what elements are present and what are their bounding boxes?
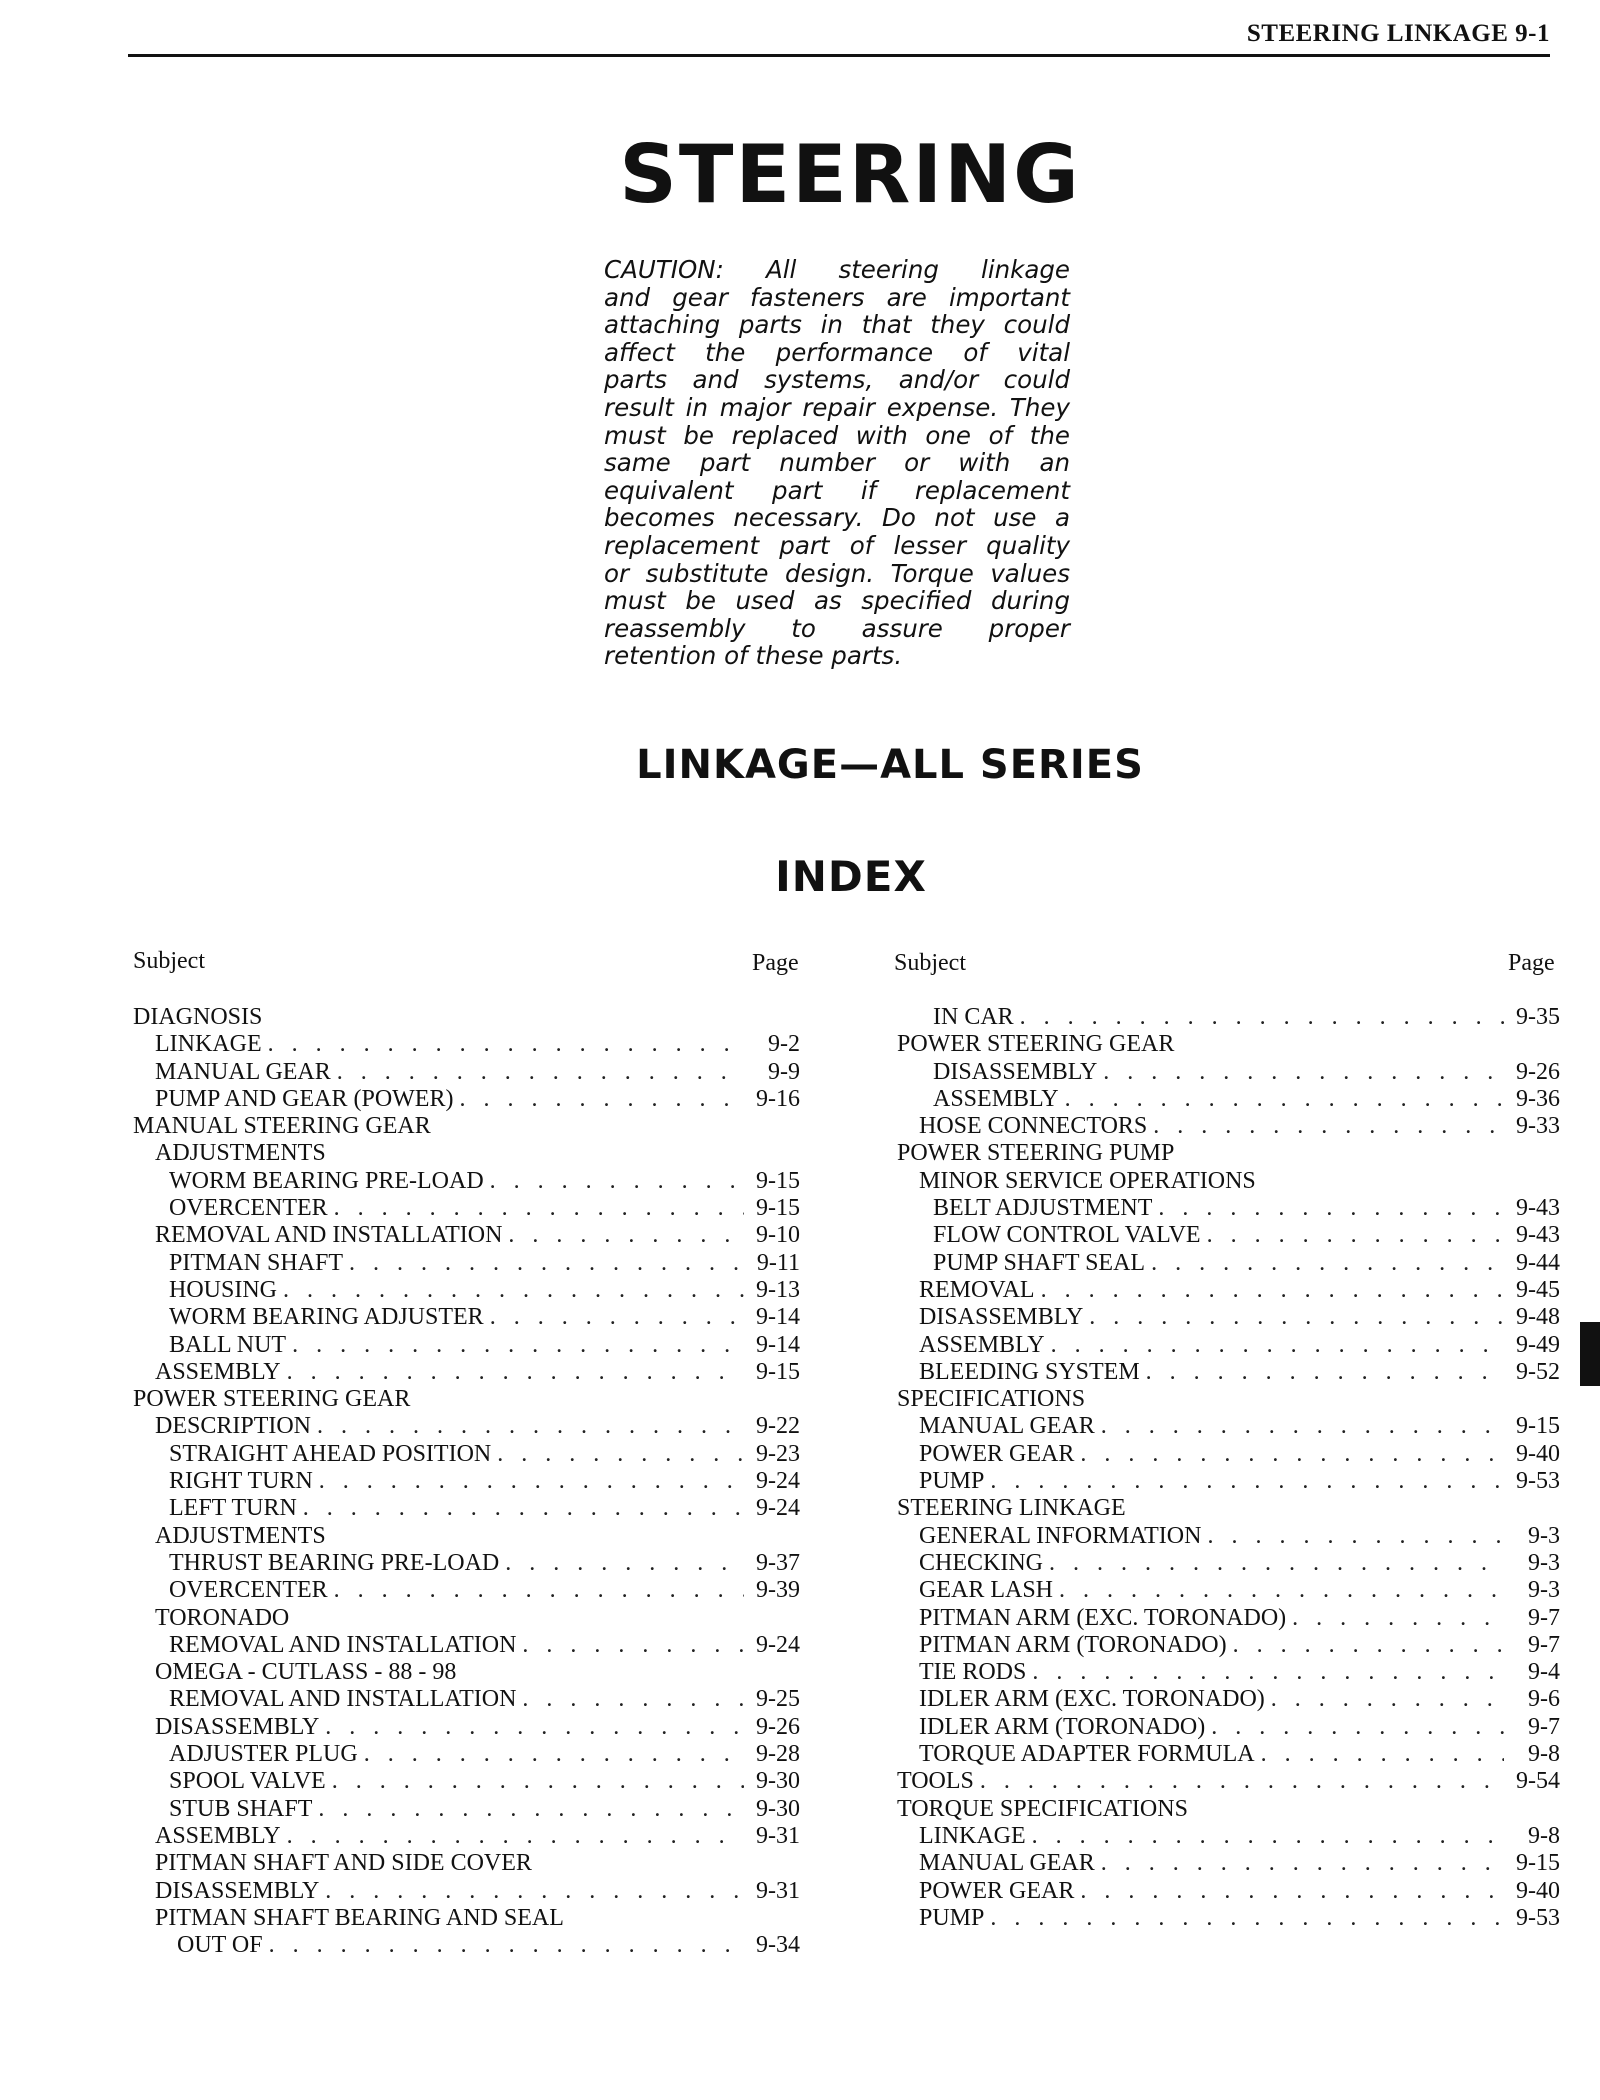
index-entry[interactable] xyxy=(897,1113,1560,1140)
index-entry-label: REMOVAL xyxy=(919,1276,1035,1303)
index-entry[interactable] xyxy=(133,1059,800,1086)
index-entry[interactable] xyxy=(897,1086,1560,1113)
dot-leader xyxy=(319,1878,744,1905)
caution-line: attaching parts in that they could xyxy=(604,310,1070,340)
index-entry[interactable] xyxy=(897,1605,1560,1632)
index-entry[interactable] xyxy=(133,1004,800,1031)
dot-leader xyxy=(1035,1277,1504,1304)
index-entry[interactable] xyxy=(133,1796,800,1823)
dot-leader xyxy=(484,1168,744,1195)
index-entry[interactable] xyxy=(133,1905,800,1932)
index-entry-label: PITMAN SHAFT AND SIDE COVER xyxy=(155,1850,532,1877)
index-entry[interactable] xyxy=(133,1332,800,1359)
index-entry-page: 9-8 xyxy=(1528,1741,1560,1768)
index-entry[interactable] xyxy=(897,1878,1560,1905)
index-entry-label: MANUAL GEAR xyxy=(155,1058,331,1085)
index-entry[interactable] xyxy=(133,1932,800,1959)
index-entry-label: STRAIGHT AHEAD POSITION xyxy=(169,1440,492,1467)
index-entry-page: 9-7 xyxy=(1528,1604,1560,1631)
index-right-column xyxy=(897,1004,1560,1932)
dot-leader xyxy=(1045,1332,1504,1359)
index-entry-label: POWER GEAR xyxy=(919,1440,1075,1467)
dot-leader xyxy=(328,1195,744,1222)
index-entry-label: PUMP SHAFT SEAL xyxy=(933,1249,1146,1276)
caution-line: becomes necessary. Do not use a xyxy=(604,503,1070,533)
dot-leader xyxy=(1083,1304,1504,1331)
index-entry-label: GEAR LASH xyxy=(919,1577,1054,1604)
index-entry-page: 9-23 xyxy=(756,1440,800,1467)
dot-leader xyxy=(502,1222,744,1249)
index-entry-page: 9-39 xyxy=(756,1577,800,1604)
index-entry-page: 9-10 xyxy=(756,1222,800,1249)
index-entry[interactable] xyxy=(133,1277,800,1304)
index-entry[interactable] xyxy=(897,1523,1560,1550)
index-entry-page: 9-24 xyxy=(756,1468,800,1495)
index-entry[interactable] xyxy=(897,1059,1560,1086)
index-entry-label: DESCRIPTION xyxy=(155,1413,312,1440)
dot-leader xyxy=(484,1304,744,1331)
dot-leader xyxy=(1147,1113,1504,1140)
caution-line: same part number or with an xyxy=(604,448,1070,478)
index-entry[interactable] xyxy=(897,1741,1560,1768)
index-entry[interactable] xyxy=(133,1686,800,1713)
dot-leader xyxy=(311,1413,744,1440)
index-entry-label: PITMAN ARM (EXC. TORONADO) xyxy=(919,1604,1287,1631)
index-entry-page: 9-35 xyxy=(1516,1004,1560,1030)
right-subject-header: Subject xyxy=(894,950,966,976)
index-entry[interactable] xyxy=(897,1468,1560,1495)
index-entry[interactable] xyxy=(897,1168,1560,1195)
index-entry-label: SPECIFICATIONS xyxy=(897,1386,1086,1413)
dot-leader xyxy=(1201,1222,1504,1249)
dot-leader xyxy=(343,1250,744,1277)
index-entry-page: 9-54 xyxy=(1516,1768,1560,1795)
index-entry-label: SPOOL VALVE xyxy=(169,1768,326,1795)
dot-leader xyxy=(1059,1086,1504,1113)
index-entry-page: 9-8 xyxy=(1528,1822,1560,1849)
dot-leader xyxy=(358,1741,744,1768)
index-entry-page: 9-33 xyxy=(1516,1113,1560,1140)
index-entry-label: POWER STEERING GEAR xyxy=(133,1386,411,1413)
index-entry-page: 9-30 xyxy=(756,1795,800,1822)
caution-line: replacement part of lesser quality xyxy=(604,530,1070,560)
index-entry-page: 9-7 xyxy=(1528,1631,1560,1658)
section-heading: LINKAGE—ALL SERIES xyxy=(636,742,1144,788)
index-entry-page: 9-31 xyxy=(756,1822,800,1849)
index-entry[interactable] xyxy=(133,1140,800,1167)
index-entry[interactable] xyxy=(133,1250,800,1277)
dot-leader xyxy=(1145,1250,1504,1277)
index-entry-page: 9-44 xyxy=(1516,1249,1560,1276)
index-entry-page: 9-53 xyxy=(1516,1468,1560,1495)
dot-leader xyxy=(319,1714,744,1741)
index-entry[interactable] xyxy=(897,1222,1560,1249)
index-entry-page: 9-30 xyxy=(756,1768,800,1795)
caution-line: and gear fasteners are important xyxy=(604,282,1070,312)
index-entry[interactable] xyxy=(897,1768,1560,1795)
index-entry-page: 9-16 xyxy=(756,1085,800,1112)
index-entry-label: OUT OF xyxy=(177,1932,263,1959)
caution-line: equivalent part if replacement xyxy=(604,475,1070,505)
left-page-header: Page xyxy=(752,950,799,976)
caution-line: parts and systems, and/or could xyxy=(604,365,1070,395)
index-entry[interactable] xyxy=(133,1359,800,1386)
index-entry-label: MINOR SERVICE OPERATIONS xyxy=(919,1167,1256,1194)
caution-line: or substitute design. Torque values xyxy=(604,558,1070,588)
index-entry-page: 9-15 xyxy=(756,1167,800,1194)
index-entry-page: 9-31 xyxy=(756,1877,800,1904)
index-entry-label: ADJUSTMENTS xyxy=(155,1140,326,1167)
index-entry-label: OMEGA - CUTLASS - 88 - 98 xyxy=(155,1659,457,1686)
index-entry[interactable] xyxy=(897,1850,1560,1877)
index-entry[interactable] xyxy=(133,1605,800,1632)
dot-leader xyxy=(516,1686,744,1713)
index-entry[interactable] xyxy=(133,1741,800,1768)
caution-line: must be used as specified during xyxy=(604,586,1070,616)
index-entry-label: ADJUSTMENTS xyxy=(155,1522,326,1549)
index-entry-label: PITMAN SHAFT xyxy=(169,1249,344,1276)
dot-leader xyxy=(1255,1741,1504,1768)
index-entry-page: 9-3 xyxy=(1528,1549,1560,1576)
index-entry[interactable] xyxy=(133,1550,800,1577)
index-entry-label: ASSEMBLY xyxy=(155,1358,281,1385)
index-entry-label: DISASSEMBLY xyxy=(933,1058,1098,1085)
index-entry-page: 9-45 xyxy=(1516,1276,1560,1303)
caution-line: CAUTION: All steering linkage xyxy=(604,255,1070,284)
index-entry[interactable] xyxy=(133,1304,800,1331)
index-entry-label: OVERCENTER xyxy=(169,1195,328,1222)
index-entry[interactable] xyxy=(897,1031,1560,1058)
index-entry-label: WORM BEARING ADJUSTER xyxy=(169,1304,484,1331)
dot-leader xyxy=(1074,1878,1504,1905)
caution-line: reassembly to assure proper xyxy=(604,613,1070,643)
index-entry-label: TOOLS xyxy=(897,1768,974,1795)
index-entry-label: TORQUE SPECIFICATIONS xyxy=(897,1795,1188,1822)
dot-leader xyxy=(326,1768,744,1795)
index-entry-label: BELT ADJUSTMENT xyxy=(933,1195,1153,1222)
index-entry[interactable] xyxy=(897,1905,1560,1932)
index-entry-page: 9-36 xyxy=(1516,1085,1560,1112)
index-entry-label: BALL NUT xyxy=(169,1331,287,1358)
page-title: STEERING xyxy=(619,128,1081,221)
index-entry[interactable] xyxy=(897,1632,1560,1659)
caution-paragraph xyxy=(604,256,1070,670)
index-entry[interactable] xyxy=(133,1195,800,1222)
section-edge-tab xyxy=(1580,1322,1600,1386)
index-entry-label: ASSEMBLY xyxy=(919,1331,1045,1358)
left-subject-header: Subject xyxy=(133,948,205,974)
index-entry-label: DISASSEMBLY xyxy=(919,1304,1084,1331)
index-entry[interactable] xyxy=(133,1878,800,1905)
index-entry-page: 9-53 xyxy=(1516,1904,1560,1931)
index-entry-label: POWER GEAR xyxy=(919,1877,1075,1904)
dot-leader xyxy=(331,1059,744,1086)
index-entry-label: LEFT TURN xyxy=(169,1495,297,1522)
index-entry-page: 9-4 xyxy=(1528,1659,1560,1686)
index-entry-page: 9-15 xyxy=(1516,1850,1560,1877)
dot-leader xyxy=(1053,1577,1504,1604)
right-page-header: Page xyxy=(1508,950,1555,976)
dot-leader xyxy=(1227,1632,1504,1659)
index-entry-page: 9-14 xyxy=(756,1331,800,1358)
index-entry-label: RIGHT TURN xyxy=(169,1468,313,1495)
index-entry-page: 9-48 xyxy=(1516,1304,1560,1331)
index-entry[interactable] xyxy=(133,1659,800,1686)
index-entry[interactable] xyxy=(897,1277,1560,1304)
index-entry-label: WORM BEARING PRE-LOAD xyxy=(169,1167,484,1194)
index-entry-label: IN CAR xyxy=(933,1004,1014,1030)
index-entry-page: 9-15 xyxy=(756,1358,800,1385)
index-entry-page: 9-26 xyxy=(1516,1058,1560,1085)
index-entry[interactable] xyxy=(897,1823,1560,1850)
caution-line: retention of these parts. xyxy=(604,641,903,671)
index-entry[interactable] xyxy=(897,1332,1560,1359)
dot-leader xyxy=(984,1468,1504,1495)
index-entry[interactable] xyxy=(897,1441,1560,1468)
index-entry[interactable] xyxy=(133,1441,800,1468)
index-entry-label: DISASSEMBLY xyxy=(155,1713,320,1740)
index-left-column xyxy=(133,1004,800,1959)
index-entry[interactable] xyxy=(897,1250,1560,1277)
index-entry[interactable] xyxy=(133,1468,800,1495)
index-entry-label: PUMP xyxy=(919,1468,985,1495)
index-entry[interactable] xyxy=(897,1386,1560,1413)
index-entry[interactable] xyxy=(133,1413,800,1440)
index-entry-page: 9-26 xyxy=(756,1713,800,1740)
index-entry-label: ASSEMBLY xyxy=(155,1822,281,1849)
index-entry-label: HOSE CONNECTORS xyxy=(919,1113,1148,1140)
dot-leader xyxy=(312,1796,744,1823)
dot-leader xyxy=(1140,1359,1504,1386)
index-entry[interactable] xyxy=(897,1796,1560,1823)
dot-leader xyxy=(1265,1686,1504,1713)
dot-leader xyxy=(1095,1850,1504,1877)
index-entry[interactable] xyxy=(897,1413,1560,1440)
index-entry-label: ADJUSTER PLUG xyxy=(169,1741,358,1768)
index-entry[interactable] xyxy=(133,1086,800,1113)
dot-leader xyxy=(313,1468,744,1495)
index-entry[interactable] xyxy=(133,1714,800,1741)
index-entry-label: THRUST BEARING PRE-LOAD xyxy=(169,1549,500,1576)
dot-leader xyxy=(491,1441,744,1468)
index-entry[interactable] xyxy=(897,1195,1560,1222)
caution-line: affect the performance of vital xyxy=(604,337,1070,367)
index-entry-label: PITMAN SHAFT BEARING AND SEAL xyxy=(155,1904,564,1931)
dot-leader xyxy=(262,1031,744,1058)
index-heading: INDEX xyxy=(775,852,927,901)
index-entry-label: IDLER ARM (EXC. TORONADO) xyxy=(919,1686,1265,1713)
dot-leader xyxy=(1286,1605,1504,1632)
index-entry-label: STUB SHAFT xyxy=(169,1795,313,1822)
dot-leader xyxy=(1026,1659,1504,1686)
dot-leader xyxy=(453,1086,744,1113)
dot-leader xyxy=(281,1823,744,1850)
index-entry-page: 9-2 xyxy=(768,1031,800,1058)
dot-leader xyxy=(1043,1550,1504,1577)
index-entry-label: PUMP xyxy=(919,1904,985,1931)
index-entry[interactable] xyxy=(133,1031,800,1058)
dot-leader xyxy=(1097,1059,1504,1086)
index-entry[interactable] xyxy=(897,1304,1560,1331)
index-entry-page: 9-25 xyxy=(756,1686,800,1713)
dot-leader xyxy=(974,1768,1504,1795)
dot-leader xyxy=(297,1495,744,1522)
index-entry-page: 9-34 xyxy=(756,1932,800,1959)
index-entry-label: STEERING LINKAGE xyxy=(897,1495,1126,1522)
dot-leader xyxy=(1205,1714,1504,1741)
index-entry-label: POWER STEERING PUMP xyxy=(897,1140,1175,1167)
index-entry-page: 9-3 xyxy=(1528,1577,1560,1604)
index-entry-label: TORQUE ADAPTER FORMULA xyxy=(919,1741,1255,1768)
running-head: STEERING LINKAGE 9-1 xyxy=(1246,20,1550,47)
index-entry-page: 9-6 xyxy=(1528,1686,1560,1713)
index-entry[interactable] xyxy=(133,1823,800,1850)
index-entry-label: MANUAL GEAR xyxy=(919,1413,1095,1440)
index-entry[interactable] xyxy=(133,1113,800,1140)
index-entry[interactable] xyxy=(133,1222,800,1249)
index-entry-label: OVERCENTER xyxy=(169,1577,328,1604)
index-entry-label: FLOW CONTROL VALVE xyxy=(933,1222,1201,1249)
dot-leader xyxy=(1014,1004,1504,1031)
index-entry-page: 9-24 xyxy=(756,1631,800,1658)
dot-leader xyxy=(1201,1523,1504,1550)
index-entry-page: 9-40 xyxy=(1516,1877,1560,1904)
index-entry-page: 9-49 xyxy=(1516,1331,1560,1358)
index-entry[interactable] xyxy=(897,1140,1560,1167)
index-entry-page: 9-7 xyxy=(1528,1713,1560,1740)
dot-leader xyxy=(1152,1195,1504,1222)
dot-leader xyxy=(1026,1823,1504,1850)
index-entry-page: 9-40 xyxy=(1516,1440,1560,1467)
index-entry-label: LINKAGE xyxy=(919,1822,1026,1849)
index-entry-label: TIE RODS xyxy=(919,1659,1027,1686)
index-entry-label: HOUSING xyxy=(169,1276,277,1303)
caution-line: must be replaced with one of the xyxy=(604,420,1070,450)
dot-leader xyxy=(281,1359,744,1386)
dot-leader xyxy=(263,1932,744,1959)
index-entry-page: 9-22 xyxy=(756,1413,800,1440)
dot-leader xyxy=(1074,1441,1504,1468)
dot-leader xyxy=(984,1905,1504,1932)
index-entry-page: 9-9 xyxy=(768,1058,800,1085)
index-entry-label: MANUAL STEERING GEAR xyxy=(133,1113,431,1140)
dot-leader xyxy=(277,1277,744,1304)
index-entry-label: POWER STEERING GEAR xyxy=(897,1031,1175,1058)
index-entry-page: 9-43 xyxy=(1516,1222,1560,1249)
index-entry-page: 9-37 xyxy=(756,1549,800,1576)
index-entry-page: 9-13 xyxy=(756,1276,800,1303)
index-entry-page: 9-15 xyxy=(1516,1413,1560,1440)
index-entry-page: 9-28 xyxy=(756,1741,800,1768)
index-entry[interactable] xyxy=(897,1550,1560,1577)
index-entry[interactable] xyxy=(133,1768,800,1795)
index-entry-label: PUMP AND GEAR (POWER) xyxy=(155,1085,454,1112)
index-entry-page: 9-24 xyxy=(756,1495,800,1522)
index-entry-label: DISASSEMBLY xyxy=(155,1877,320,1904)
index-entry[interactable] xyxy=(897,1714,1560,1741)
index-entry[interactable] xyxy=(133,1632,800,1659)
index-entry-label: DIAGNOSIS xyxy=(133,1004,263,1030)
index-entry-label: TORONADO xyxy=(155,1604,290,1631)
index-entry[interactable] xyxy=(897,1359,1560,1386)
index-entry[interactable] xyxy=(133,1386,800,1413)
index-entry-label: LINKAGE xyxy=(155,1031,262,1058)
index-entry-label: IDLER ARM (TORONADO) xyxy=(919,1713,1206,1740)
index-entry[interactable] xyxy=(897,1004,1560,1031)
index-entry-page: 9-15 xyxy=(756,1195,800,1222)
header-rule xyxy=(128,54,1550,57)
index-entry-label: CHECKING xyxy=(919,1549,1043,1576)
dot-leader xyxy=(328,1577,744,1604)
index-entry-label: GENERAL INFORMATION xyxy=(919,1522,1202,1549)
index-entry[interactable] xyxy=(897,1659,1560,1686)
index-entry-label: REMOVAL AND INSTALLATION xyxy=(169,1631,517,1658)
caution-line: result in major repair expense. They xyxy=(604,392,1070,422)
index-entry[interactable] xyxy=(133,1495,800,1522)
index-entry-label: BLEEDING SYSTEM xyxy=(919,1358,1140,1385)
index-entry-page: 9-3 xyxy=(1528,1522,1560,1549)
index-entry[interactable] xyxy=(133,1168,800,1195)
index-entry[interactable] xyxy=(897,1495,1560,1522)
index-entry-label: REMOVAL AND INSTALLATION xyxy=(155,1222,503,1249)
index-entry-label: PITMAN ARM (TORONADO) xyxy=(919,1631,1227,1658)
dot-leader xyxy=(1095,1413,1504,1440)
index-entry-page: 9-52 xyxy=(1516,1358,1560,1385)
dot-leader xyxy=(286,1332,744,1359)
index-entry-label: MANUAL GEAR xyxy=(919,1850,1095,1877)
index-entry-page: 9-43 xyxy=(1516,1195,1560,1222)
index-entry[interactable] xyxy=(133,1850,800,1877)
index-entry-label: ASSEMBLY xyxy=(933,1085,1059,1112)
dot-leader xyxy=(516,1632,744,1659)
index-entry[interactable] xyxy=(897,1686,1560,1713)
index-entry[interactable] xyxy=(897,1577,1560,1604)
index-entry[interactable] xyxy=(133,1523,800,1550)
index-entry-label: REMOVAL AND INSTALLATION xyxy=(169,1686,517,1713)
index-entry-page: 9-11 xyxy=(756,1249,800,1276)
dot-leader xyxy=(499,1550,744,1577)
index-entry-page: 9-14 xyxy=(756,1304,800,1331)
index-entry[interactable] xyxy=(133,1577,800,1604)
